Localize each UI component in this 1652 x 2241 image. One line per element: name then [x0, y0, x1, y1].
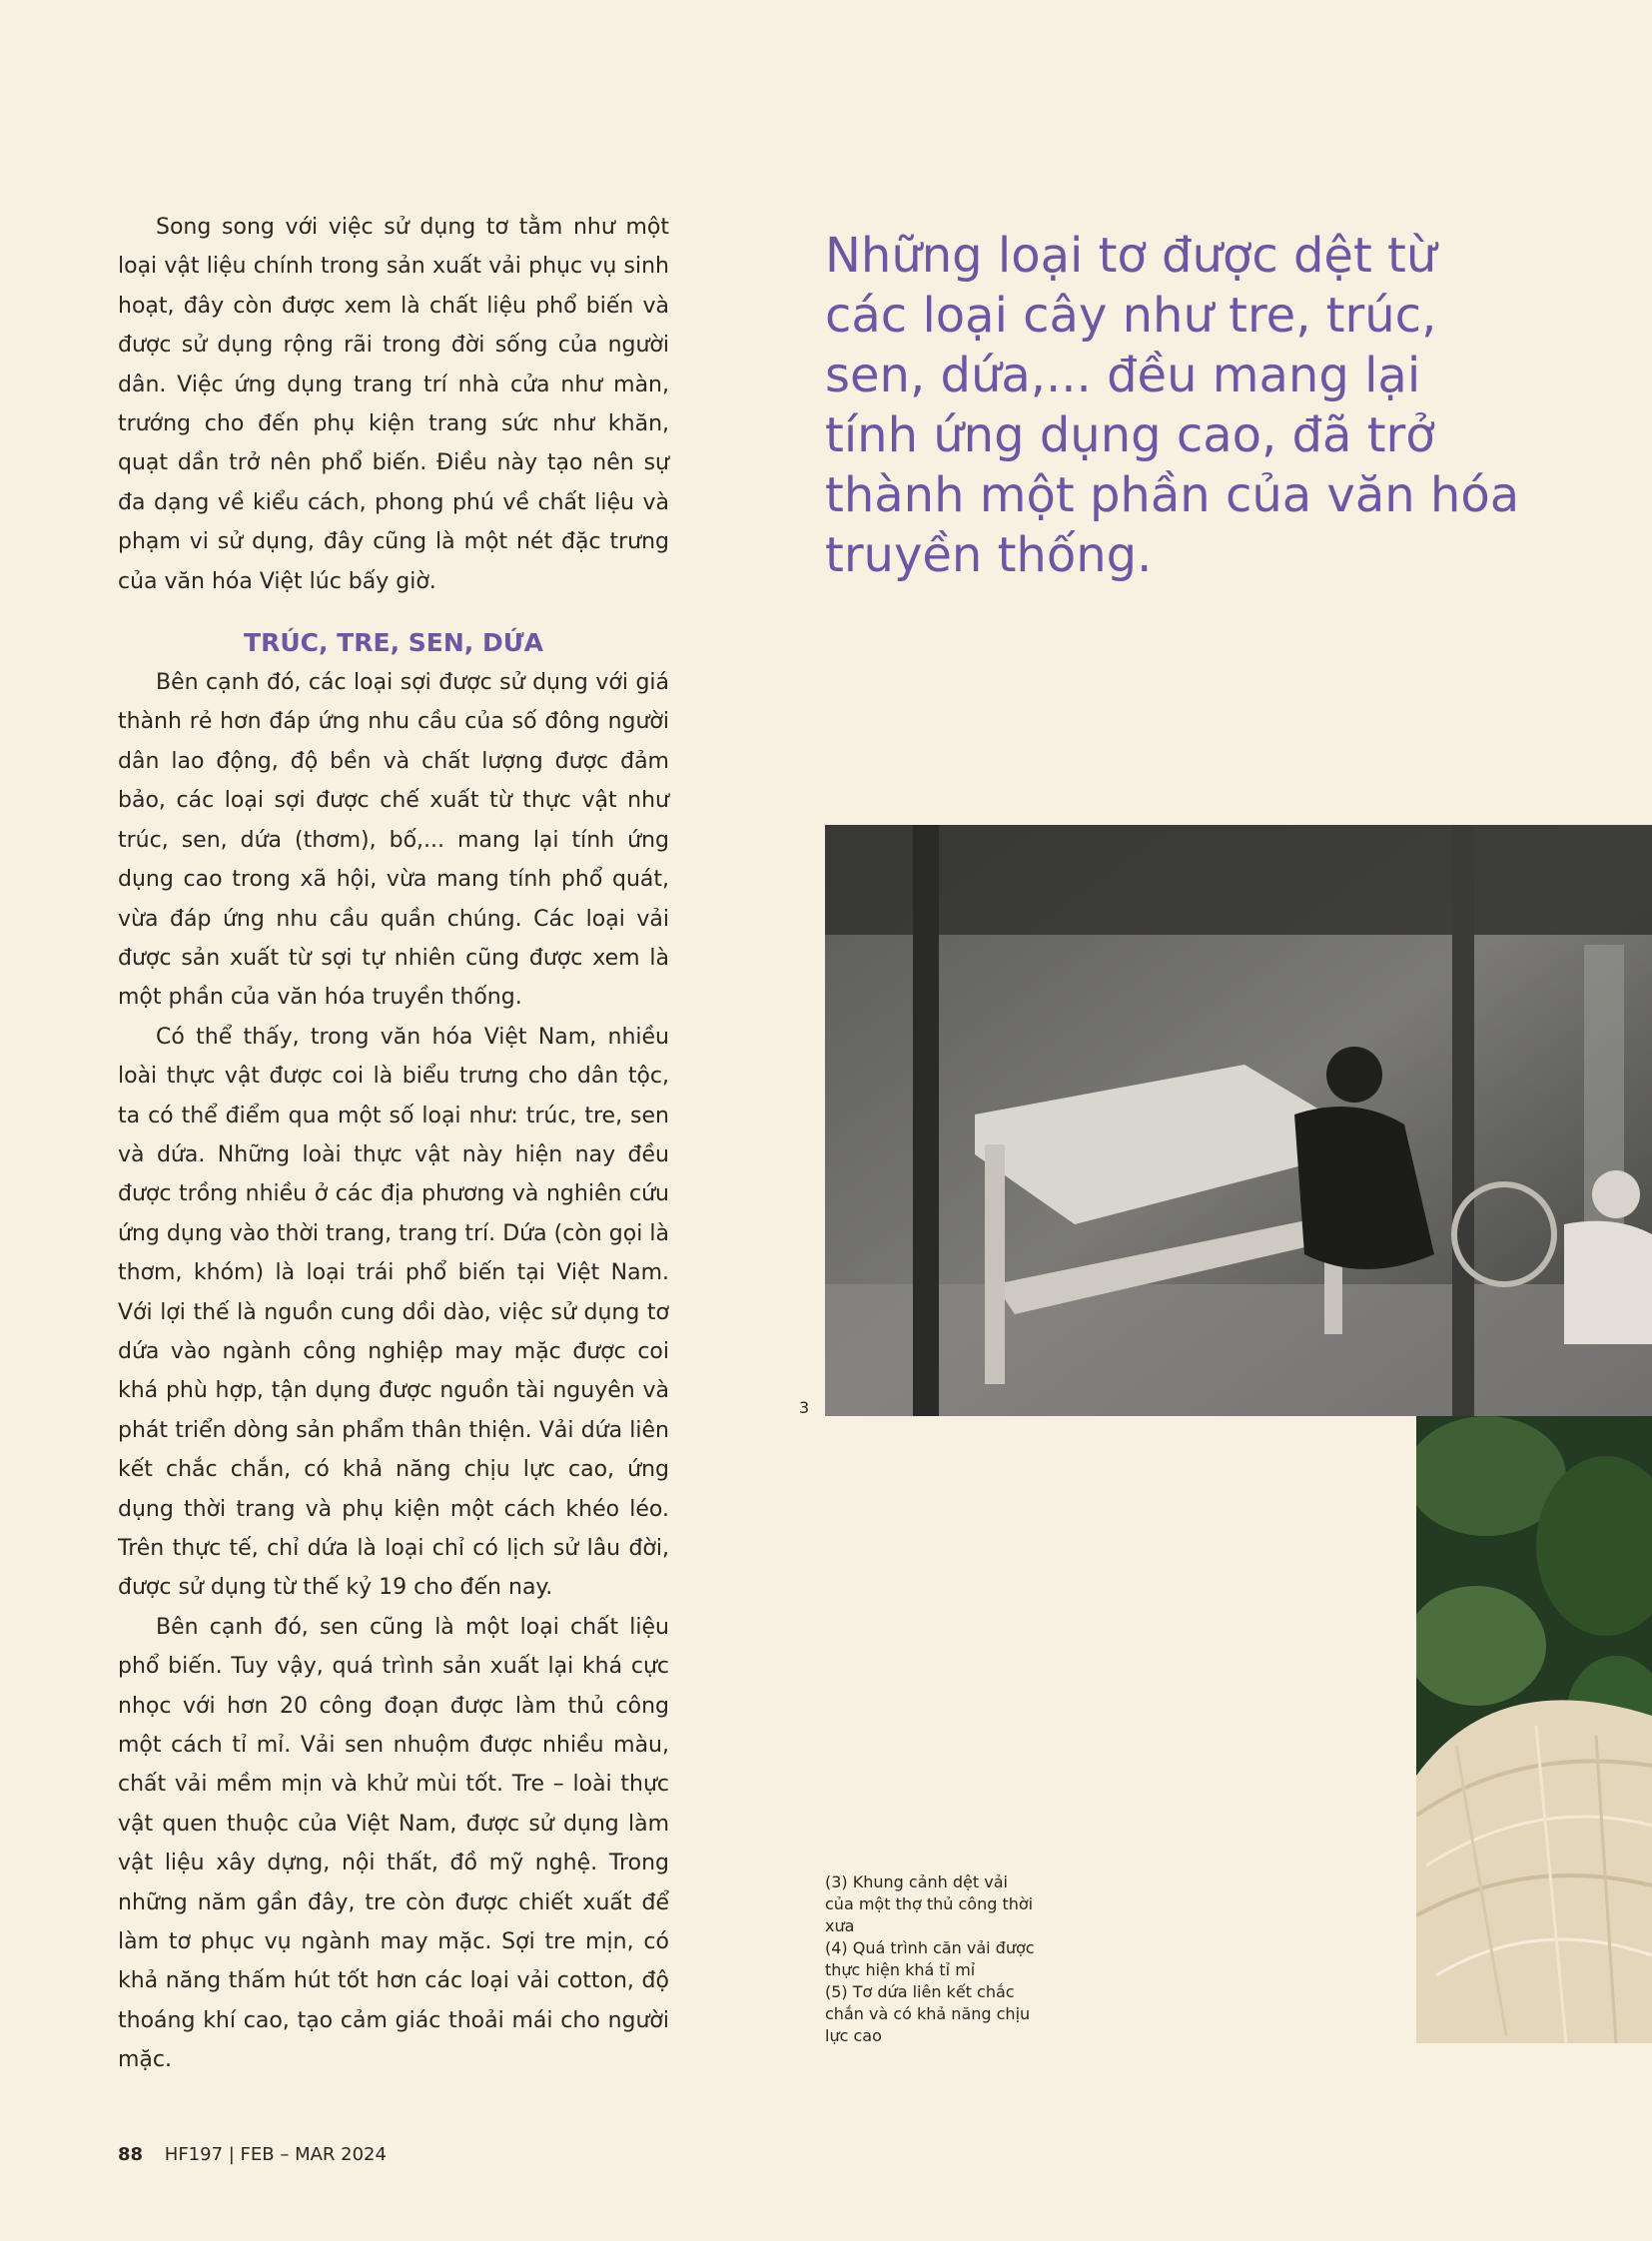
pineapple-fiber-photo: [1416, 1416, 1652, 2043]
body-paragraph: Bên cạnh đó, sen cũng là một loại chất liệu phổ biến. Tuy vậy, quá trình sản xuất lại khá cực nhọc với hơn 20 công đoạn được làm thủ công một cách tỉ mỉ. Vải sen nhuộm được nhiều màu, chất vải mềm mịn và khử mùi tốt. Tre – loài thực vật quen thuộc của Việt Nam, được sử dụng làm vật liệu xây dựng, nội thất, đồ mỹ nghệ. Trong những năm gần đây, tre còn được chiết xuất để làm tơ phục vụ ngành may mặc. Sợi tre mịn, có khả năng thấm hút tốt hơn các loại vải cotton, độ thoáng khí cao, tạo cảm giác thoải mái cho người mặc.: [118, 1614, 669, 2073]
caption: (4) Quá trình căn vải được thực hiện khá tỉ mỉ: [825, 1938, 1035, 1979]
photo-number: 3: [799, 1398, 810, 1417]
pull-quote: Những loại tơ được dệt từ các loại cây như tre, trúc, sen, dứa,... đều mang lại tính ứng dụng cao, đã trở thành một phần của văn hóa truyền thống.: [825, 228, 1520, 583]
section-heading: TRÚC, TRE, SEN, DỨA: [244, 628, 543, 658]
issue-label: HF197 | FEB – MAR 2024: [164, 2144, 387, 2165]
page-footer: [118, 2144, 387, 2165]
caption: (3) Khung cảnh dệt vải của một thợ thủ công thời xưa: [825, 1872, 1034, 1935]
caption: (5) Tơ dứa liên kết chắc chắn và có khả năng chịu lực cao: [825, 1982, 1031, 2045]
body-paragraph: Có thể thấy, trong văn hóa Việt Nam, nhiều loài thực vật được coi là biểu trưng cho dân tộc, ta có thể điểm qua một số loại như: trúc, tre, sen và dứa. Những loài thực vật này hiện nay đều được trồng nhiều ở các địa phương và nghiên cứu ứng dụng vào thời trang, trang trí. Dứa (còn gọi là thơm, khóm) là loại trái phổ biến tại Việt Nam. Với lợi thế là nguồn cung dồi dào, việc sử dụng tơ dứa vào ngành công nghiệp may mặc được coi khá phù hợp, tận dụng được nguồn tài nguyên và phát triển dòng sản phẩm thân thiện. Vải dứa liên kết chắc chắn, có khả năng chịu lực cao, ứng dụng thời trang và phụ kiện một cách khéo léo. Trên thực tế, chỉ dứa là loại chỉ có lịch sử lâu đời, được sử dụng từ thế kỷ 19 cho đến nay.: [118, 1024, 669, 1601]
page-number: 88: [118, 2144, 144, 2165]
intro-paragraph: Song song với việc sử dụng tơ tằm như một loại vật liệu chính trong sản xuất vải phục vụ sinh hoạt, đây còn được xem là chất liệu phổ biến và được sử dụng rộng rãi trong đời sống của người dân. Việc ứng dụng trang trí nhà cửa như màn, trướng cho đến phụ kiện trang sức như khăn, quạt dần trở nên phổ biến. Điều này tạo nên sự đa dạng về kiểu cách, phong phú về chất liệu và phạm vi sử dụng, đây cũng là một nét đặc trưng của văn hóa Việt lúc bấy giờ.: [118, 215, 669, 594]
weaving-loom-photo: [825, 825, 1652, 1416]
photo-captions: [825, 1871, 1035, 2047]
article-body: [118, 208, 669, 2080]
body-paragraph: Bên cạnh đó, các loại sợi được sử dụng với giá thành rẻ hơn đáp ứng nhu cầu của số đông người dân lao động, độ bền và chất lượng được đảm bảo, các loại sợi được chế xuất từ thực vật như trúc, sen, dứa (thơm), bố,... mang lại tính ứng dụng cao trong xã hội, vừa mang tính phổ quát, vừa đáp ứng nhu cầu quần chúng. Các loại vải được sản xuất từ sợi tự nhiên cũng được xem là một phần của văn hóa truyền thống.: [118, 670, 669, 1011]
